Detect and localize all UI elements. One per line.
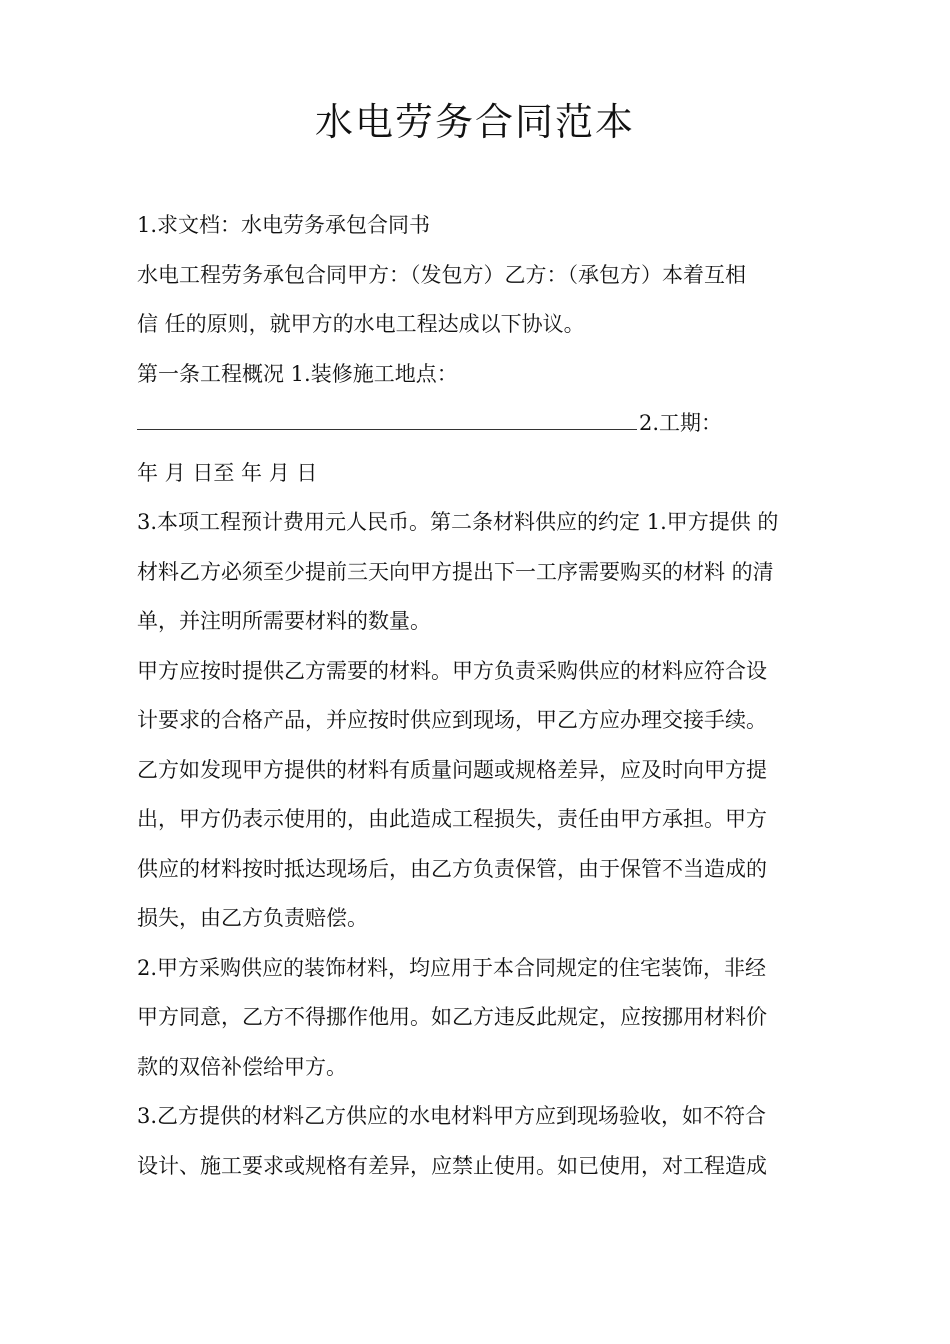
text-line: 损失，由乙方负责赔偿。: [137, 906, 368, 930]
text-line: 第一条工程概况 1.装修施工地点：: [137, 361, 458, 386]
text-line: 年 月 日至 年 月 日: [137, 460, 318, 485]
text-line: 设计、施工要求或规格有差异，应禁止使用。如已使用，对工程造成: [137, 1153, 767, 1178]
text-line: 单，并注明所需要材料的数量。: [137, 609, 431, 633]
text-line: 甲方应按时提供乙方需要的材料。甲方负责采购供应的材料应符合设: [137, 658, 767, 683]
text-line: 3.乙方提供的材料乙方供应的水电材料甲方应到现场验收，如不符合: [137, 1104, 767, 1128]
text-line: 信 任的原则，就甲方的水电工程达成以下协议。: [137, 312, 585, 336]
text-line: 3.本项工程预计费用元人民币。第二条材料供应的约定 1.甲方提供 的: [137, 510, 779, 534]
blank-fill-line: [137, 399, 827, 449]
underline-blank: [137, 407, 637, 430]
text-line: 计要求的合格产品，并应按时供应到现场，甲乙方应办理交接手续。: [137, 708, 767, 732]
text-line: 款的双倍补偿给甲方。: [137, 1054, 347, 1079]
document-title: 水电劳务合同范本: [314, 100, 635, 144]
text-line: 2.甲方采购供应的装饰材料，均应用于本合同规定的住宅装饰，非经: [137, 955, 767, 980]
text-line: 材料乙方必须至少提前三天向甲方提出下一工序需要购买的材料 的清: [137, 559, 774, 584]
text-line: 1.求文档：水电劳务承包合同书: [137, 213, 431, 237]
text-line: 乙方如发现甲方提供的材料有质量问题或规格差异，应及时向甲方提: [137, 757, 767, 782]
text-line: 出，甲方仍表示使用的，由此造成工程损失，责任由甲方承担。甲方: [137, 807, 767, 831]
text-line: 2.工期：: [639, 411, 723, 435]
text-line: 水电工程劳务承包合同甲方：（发包方）乙方：（承包方）本着互相: [137, 262, 746, 287]
document-body: [137, 201, 827, 1191]
text-line: 甲方同意，乙方不得挪作他用。如乙方违反此规定，应按挪用材料价: [137, 1005, 767, 1029]
text-line: 供应的材料按时抵达现场后，由乙方负责保管，由于保管不当造成的: [137, 856, 767, 881]
